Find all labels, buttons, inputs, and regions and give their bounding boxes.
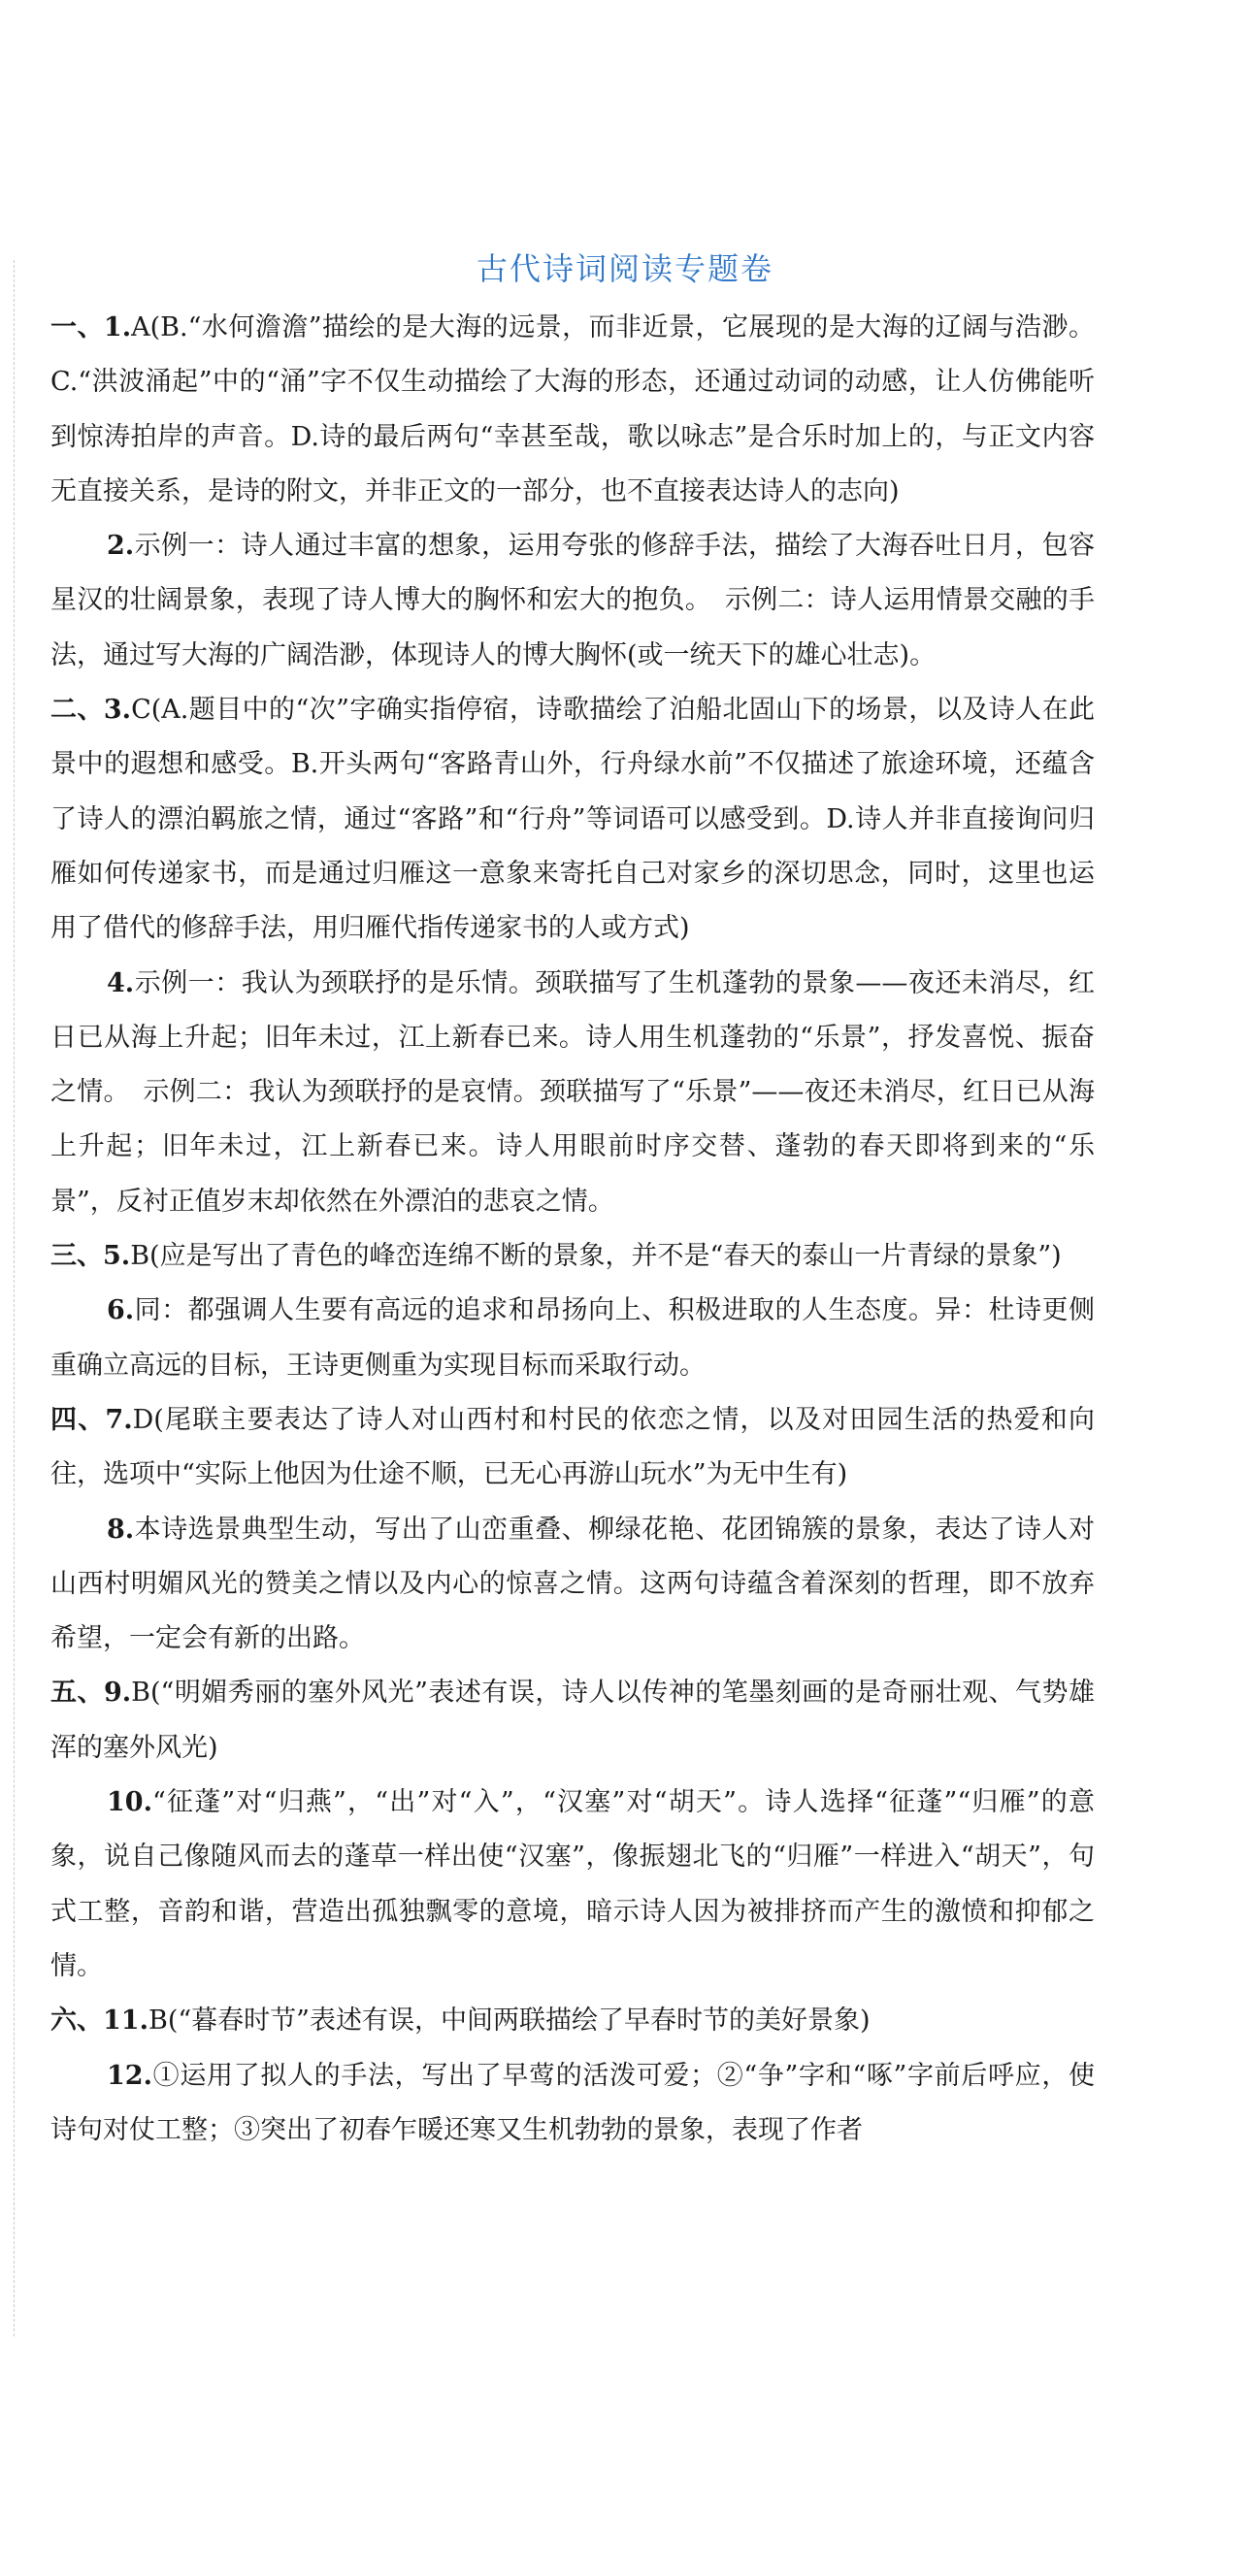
answer-text: C(A.题目中的“次”字确实指停宿，诗歌描绘了泊船北固山下的场景，以及诗人在此景中的遐想和感受。B.开头两句“客路青山外，行舟绿水前”不仅描述了旅途环境，还蕴含了诗人的漂泊羁旅之情，通过“客路”和“行舟”等词语可以感受到。D.诗人并非直接询问归雁如何传递家书，而是通过归雁这一意象来寄托自己对家乡的深切思念，同时，这里也运用了借代的修辞手法，用归雁代指传递家书的人或方式) — [50, 695, 1096, 944]
answer-paragraph — [50, 1666, 1095, 1776]
answer-paragraph — [50, 957, 1095, 1229]
answer-content — [50, 301, 1095, 2158]
answer-text: B(“明媚秀丽的塞外风光”表述有误，诗人以传神的笔墨刻画的是奇丽壮观、气势雄浑的塞外风光) — [50, 1678, 1096, 1763]
answer-paragraph — [50, 1994, 1095, 2048]
answer-paragraph — [50, 1229, 1095, 1284]
margin-dashed-line — [14, 260, 15, 2336]
question-number: 六、11. — [50, 2005, 148, 2037]
answer-text: 示例一：诗人通过丰富的想象，运用夸张的修辞手法，描绘了大海吞吐日月，包容星汉的壮阔景象，表现了诗人博大的胸怀和宏大的抱负。 示例二：诗人运用情景交融的手法，通过写大海的广阔浩渺，体现诗人的博大胸怀(或一统天下的雄心壮志)。 — [50, 531, 1095, 670]
answer-text: B(“暮春时节”表述有误，中间两联描绘了早春时节的美好景象) — [148, 2005, 871, 2037]
answer-text: D(尾联主要表达了诗人对山西村和村民的依恋之情，以及对田园生活的热爱和向往，选项中“实际上他因为仕途不顺，已无心再游山玩水”为无中生有) — [50, 1404, 1096, 1490]
answer-paragraph — [50, 2049, 1095, 2159]
answer-text: 示例一：我认为颈联抒的是乐情。颈联描写了生机蓬勃的景象——夜还未消尽，红日已从海上升起；旧年未过，江上新春已来。诗人用生机蓬勃的“乐景”，抒发喜悦、振奋之情。 示例二：我认为颈联抒的是哀情。颈联描写了“乐景”——夜还未消尽，红日已从海上升起；旧年未过，江上新春已来。诗人用眼前时序交替、蓬勃的春天即将到来的“乐景”，反衬正值岁末却依然在外漂泊的悲哀之情。 — [50, 967, 1095, 1217]
question-number: 12. — [107, 2060, 152, 2091]
question-number: 6. — [107, 1295, 135, 1326]
answer-text: ①运用了拟人的手法，写出了早莺的活泼可爱；②“争”字和“啄”字前后呼应，使诗句对仗工整；③突出了初春乍暖还寒又生机勃勃的景象，表现了作者 — [50, 2060, 1095, 2145]
answer-paragraph — [50, 301, 1095, 519]
question-number: 2. — [107, 531, 135, 562]
question-number: 三、5. — [50, 1241, 131, 1272]
question-number: 8. — [107, 1514, 135, 1545]
question-number: 五、9. — [50, 1678, 132, 1709]
answer-paragraph — [50, 519, 1095, 683]
question-number: 四、7. — [50, 1404, 133, 1435]
answer-text: 同：都强调人生要有高远的追求和昂扬向上、积极进取的人生态度。异：杜诗更侧重确立高远的目标，王诗更侧重为实现目标而采取行动。 — [50, 1295, 1095, 1381]
answer-paragraph — [50, 1503, 1095, 1667]
page-title: 古代诗词阅读专题卷 — [476, 250, 773, 287]
answer-paragraph — [50, 1284, 1095, 1393]
question-number: 4. — [107, 967, 135, 998]
answer-text: “征蓬”对“归燕”，“出”对“入”，“汉塞”对“胡天”。诗人选择“征蓬”“归雁”的意象，说自己像随风而去的蓬草一样出使“汉塞”，像振翅北飞的“归雁”一样进入“胡天”，句式工整，音韵和谐，营造出孤独飘零的意境，暗示诗人因为被排挤而产生的激愤和抑郁之情。 — [50, 1787, 1095, 1981]
question-number: 二、3. — [50, 695, 132, 726]
answer-text: A(B.“水何澹澹”描绘的是大海的远景，而非近景，它展现的是大海的辽阔与浩渺。C.“洪波涌起”中的“涌”字不仅生动描绘了大海的形态，还通过动词的动感，让人仿佛能听到惊涛拍岸的声音。D.诗的最后两句“幸甚至哉，歌以咏志”是合乐时加上的，与正文内容无直接关系，是诗的附文，并非正文的一部分，也不直接表达诗人的志向) — [50, 312, 1096, 506]
question-number: 一、1. — [50, 312, 132, 342]
answer-paragraph — [50, 1776, 1095, 1994]
answer-paragraph — [50, 1393, 1095, 1503]
question-number: 10. — [107, 1787, 152, 1818]
answer-text: 本诗选景典型生动，写出了山峦重叠、柳绿花艳、花团锦簇的景象，表达了诗人对山西村明媚风光的赞美之情以及内心的惊喜之情。这两句诗蕴含着深刻的哲理，即不放弃希望，一定会有新的出路。 — [50, 1514, 1095, 1654]
answer-text: B(应是写出了青色的峰峦连绵不断的景象，并不是“春天的泰山一片青绿的景象”) — [130, 1241, 1062, 1272]
answer-paragraph — [50, 683, 1095, 956]
